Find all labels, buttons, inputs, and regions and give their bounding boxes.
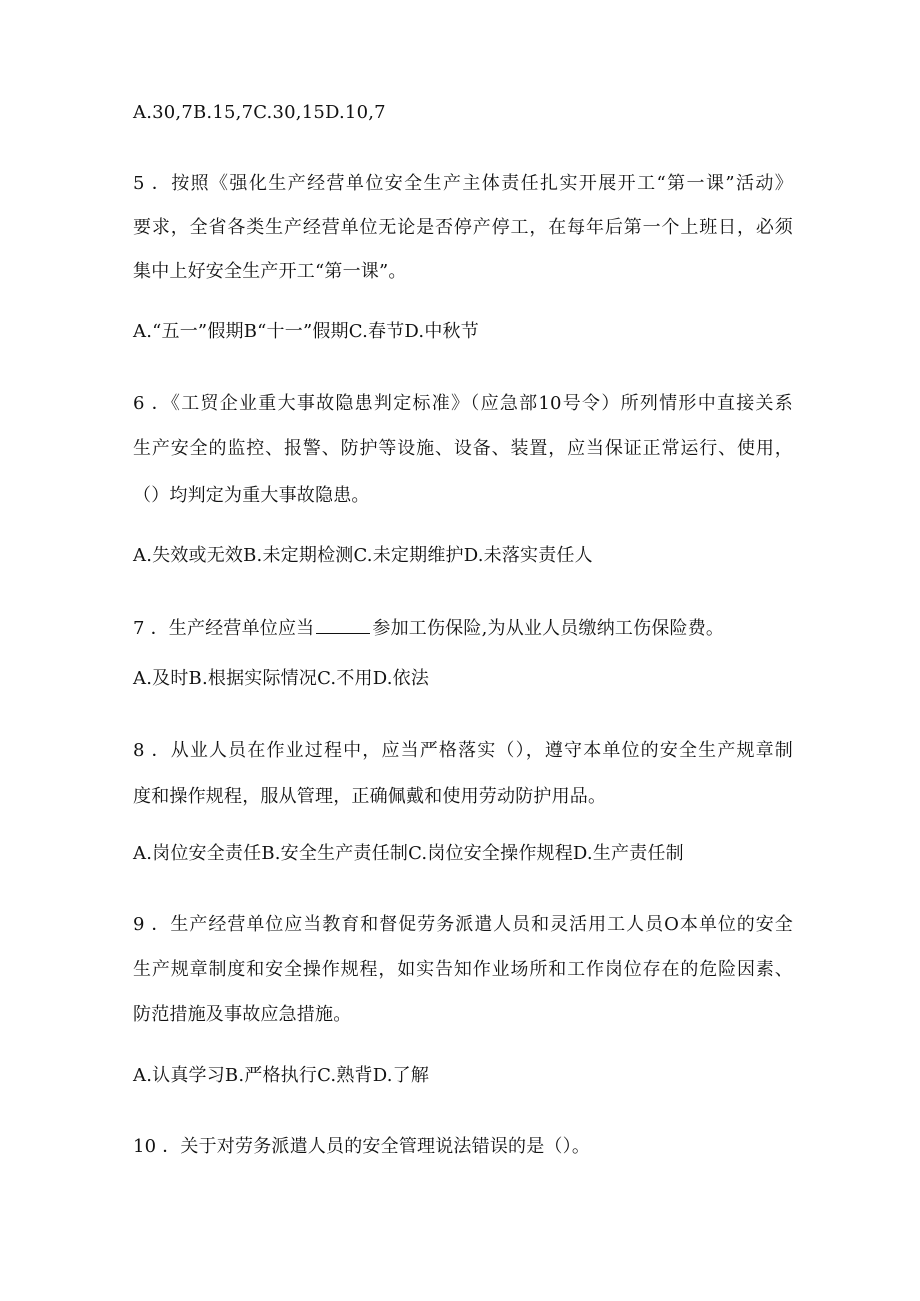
q5-text-line-3: 集中上好安全生产开工“第一课”。 [133, 261, 407, 282]
q7-options: A.及时B.根据实际情况C.不用D.依法 [133, 668, 430, 689]
q9-text-line-3: 防范措施及事故应急措施。 [133, 1004, 352, 1025]
q10-text: 10 ．关于对劳务派遣人员的安全管理说法错误的是（）。 [133, 1136, 591, 1157]
q4-options: A.30,7B.15,7C.30,15D.10,7 [133, 102, 386, 123]
q6-text-line-2: 生产安全的监控、报警、防护等设施、设备、装置，应当保证正常运行、使用， [133, 438, 793, 459]
q8-options: A.岗位安全责任B.安全生产责任制C.岗位安全操作规程D.生产责任制 [133, 843, 684, 864]
q7-text-before-blank: 7 ．生产经营单位应当 [133, 618, 315, 639]
q9-text-line-2: 生产规章制度和安全操作规程，如实告知作业场所和工作岗位存在的危险因素、 [133, 959, 793, 980]
q7-text-after-blank: 参加工伤保险,为从业人员缴纳工伤保险费。 [372, 618, 725, 639]
q5-text-line-2: 要求，全省各类生产经营单位无论是否停产停工，在每年后第一个上班日，必须 [133, 217, 793, 238]
q8-text-line-2: 度和操作规程，服从管理，正确佩戴和使用劳动防护用品。 [133, 786, 607, 807]
q5-text-line-1: 5 ．按照《强化生产经营单位安全生产主体责任扎实开展开工“第一课”活动》 [133, 173, 793, 194]
q9-text-line-1: 9 ．生产经营单位应当教育和督促劳务派遣人员和灵活用工人员O本单位的安全 [133, 914, 793, 935]
q6-text-line-3: （）均判定为重大事故隐患。 [133, 485, 370, 506]
q9-options: A.认真学习B.严格执行C.熟背D.了解 [133, 1065, 430, 1086]
q7-text [133, 617, 793, 641]
q5-options: A.“五一”假期B“十一”假期C.春节D.中秋节 [133, 321, 479, 342]
q7-blank [316, 617, 370, 634]
q6-text-line-1: 6 ．《工贸企业重大事故隐患判定标准》（应急部10号令）所列情形中直接关系 [133, 393, 793, 414]
q8-text-line-1: 8 ．从业人员在作业过程中，应当严格落实（），遵守本单位的安全生产规章制 [133, 740, 793, 761]
q6-options: A.失效或无效B.未定期检测C.未定期维护D.未落实责任人 [133, 545, 593, 566]
